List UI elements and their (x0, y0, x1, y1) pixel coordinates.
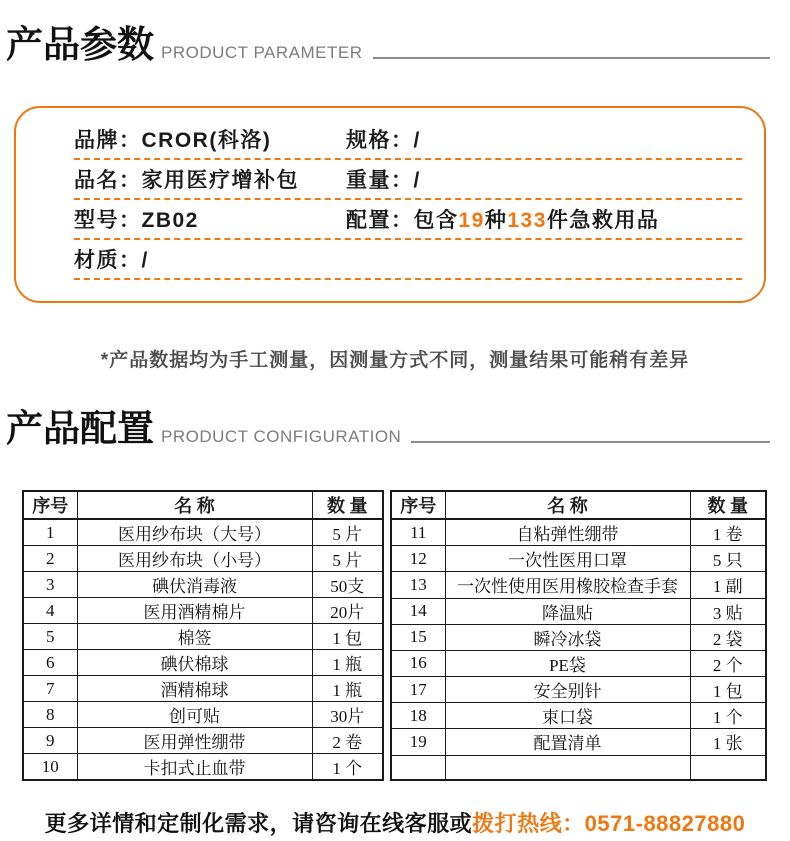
product-detail-page (0, 24, 790, 838)
item-quantity: 1 副 (690, 572, 766, 598)
item-quantity: 20片 (312, 598, 383, 624)
item-name: 医用纱布块（小号） (77, 546, 312, 572)
item-index: 9 (23, 728, 77, 754)
column-header: 序号 (391, 491, 445, 519)
param-label-brand: 品牌： (74, 129, 142, 152)
item-name: 碘伏消毒液 (77, 572, 312, 598)
param-spec (346, 124, 742, 154)
parameter-section-subtitle: PRODUCT PARAMETER (161, 43, 363, 62)
table-row (23, 546, 383, 572)
item-index (391, 755, 445, 780)
config-kind-count: 19 (458, 209, 485, 232)
item-name: 降温贴 (445, 598, 690, 624)
param-label-material: 材质： (74, 249, 142, 272)
table-row (23, 754, 383, 781)
item-index: 12 (391, 546, 445, 572)
item-quantity: 3 贴 (690, 598, 766, 624)
item-name: 棉签 (77, 624, 312, 650)
item-name: 束口袋 (445, 703, 690, 729)
table-row (23, 572, 383, 598)
table-row (391, 624, 766, 650)
config-text: 件急救用品 (546, 209, 660, 232)
param-config (346, 204, 742, 234)
item-name: 自粘弹性绷带 (445, 519, 690, 546)
item-quantity: 1 卷 (690, 519, 766, 546)
item-quantity: 5 片 (312, 546, 383, 572)
item-quantity: 1 张 (690, 729, 766, 755)
item-name (445, 755, 690, 780)
config-text: 种 (484, 209, 508, 232)
param-row-name-weight (74, 160, 742, 200)
item-quantity: 1 包 (690, 677, 766, 703)
item-quantity: 30片 (312, 702, 383, 728)
table-row (391, 598, 766, 624)
item-name: 碘伏棉球 (77, 650, 312, 676)
table-row (391, 650, 766, 676)
measurement-note: *产品数据均为手工测量，因测量方式不同，测量结果可能稍有差异 (100, 350, 690, 371)
table-row (391, 519, 766, 546)
column-header: 名 称 (445, 491, 690, 519)
item-quantity: 5 只 (690, 546, 766, 572)
configuration-section-header (6, 408, 770, 450)
config-table-left (22, 490, 384, 781)
item-quantity: 2 卷 (312, 728, 383, 754)
item-index: 1 (23, 519, 77, 546)
column-header: 名 称 (77, 491, 312, 519)
item-quantity: 5 片 (312, 519, 383, 546)
footer-contact (0, 807, 790, 838)
item-name: 医用纱布块（大号） (77, 519, 312, 546)
item-name: 酒精棉球 (77, 676, 312, 702)
item-name: 医用弹性绷带 (77, 728, 312, 754)
table-row (23, 598, 383, 624)
item-quantity: 1 个 (690, 703, 766, 729)
configuration-tables (22, 490, 767, 781)
item-index: 10 (23, 754, 77, 781)
item-name: 医用酒精棉片 (77, 598, 312, 624)
item-index: 11 (391, 519, 445, 546)
table-header-row (23, 491, 383, 519)
param-value-name: 家用医疗增补包 (141, 169, 299, 192)
table-row (391, 572, 766, 598)
param-label-model: 型号： (74, 209, 142, 232)
item-quantity: 1 个 (312, 754, 383, 781)
item-index: 8 (23, 702, 77, 728)
parameter-box (14, 106, 766, 303)
item-name: 瞬冷冰袋 (445, 624, 690, 650)
param-row-brand-spec (74, 120, 742, 160)
item-index: 6 (23, 650, 77, 676)
item-index: 15 (391, 624, 445, 650)
param-value-weight: / (413, 169, 421, 192)
table-row (23, 702, 383, 728)
param-value-material: / (141, 249, 149, 272)
item-index: 2 (23, 546, 77, 572)
table-row (23, 728, 383, 754)
item-index: 4 (23, 598, 77, 624)
configuration-section-subtitle: PRODUCT CONFIGURATION (161, 427, 402, 446)
item-name: 卡扣式止血带 (77, 754, 312, 781)
item-quantity: 1 瓶 (312, 650, 383, 676)
parameter-section-header (6, 24, 770, 66)
table-row (23, 624, 383, 650)
item-index: 17 (391, 677, 445, 703)
param-row-model-config (74, 200, 742, 240)
item-index: 13 (391, 572, 445, 598)
param-material (74, 244, 346, 274)
param-value-spec: / (413, 129, 421, 152)
item-index: 3 (23, 572, 77, 598)
table-row (23, 676, 383, 702)
item-name: 一次性使用医用橡胶检查手套 (445, 572, 690, 598)
table-header-row (391, 491, 766, 519)
footer-hotline: 拨打热线：0571-88827880 (472, 811, 746, 836)
item-quantity: 2 袋 (690, 624, 766, 650)
param-label-name: 品名： (74, 169, 142, 192)
item-name: 安全别针 (445, 677, 690, 703)
config-table-right (390, 490, 767, 781)
table-row (391, 703, 766, 729)
configuration-section-title: 产品配置 (6, 408, 154, 449)
item-quantity: 1 包 (312, 624, 383, 650)
param-product-name (74, 164, 346, 194)
item-index: 7 (23, 676, 77, 702)
config-piece-count: 133 (507, 209, 547, 232)
footer-text: 更多详情和定制化需求，请咨询在线客服或 (44, 811, 473, 836)
item-name: PE袋 (445, 650, 690, 676)
table-row (23, 519, 383, 546)
item-index: 18 (391, 703, 445, 729)
param-value-model: ZB02 (141, 209, 199, 232)
column-header: 数 量 (690, 491, 766, 519)
item-index: 16 (391, 650, 445, 676)
table-row (391, 677, 766, 703)
parameter-section-title: 产品参数 (6, 24, 154, 65)
header-rule (411, 441, 770, 443)
item-name: 一次性医用口罩 (445, 546, 690, 572)
param-brand (74, 124, 346, 154)
param-model (74, 204, 346, 234)
param-row-material (74, 240, 742, 280)
item-quantity (690, 755, 766, 780)
table-row (391, 546, 766, 572)
table-row (23, 650, 383, 676)
header-rule (373, 57, 770, 59)
column-header: 序号 (23, 491, 77, 519)
param-value-brand: CROR(科洛) (141, 129, 272, 152)
item-index: 19 (391, 729, 445, 755)
param-label-spec: 规格： (346, 129, 414, 152)
param-label-weight: 重量： (346, 169, 414, 192)
param-weight (346, 164, 742, 194)
column-header: 数 量 (312, 491, 383, 519)
item-index: 5 (23, 624, 77, 650)
table-row (391, 729, 766, 755)
config-text: 包含 (413, 209, 459, 232)
table-row (391, 755, 766, 780)
item-quantity: 2 个 (690, 650, 766, 676)
item-quantity: 50支 (312, 572, 383, 598)
item-quantity: 1 瓶 (312, 676, 383, 702)
item-index: 14 (391, 598, 445, 624)
item-name: 创可贴 (77, 702, 312, 728)
item-name: 配置清单 (445, 729, 690, 755)
param-label-config: 配置： (346, 209, 414, 232)
